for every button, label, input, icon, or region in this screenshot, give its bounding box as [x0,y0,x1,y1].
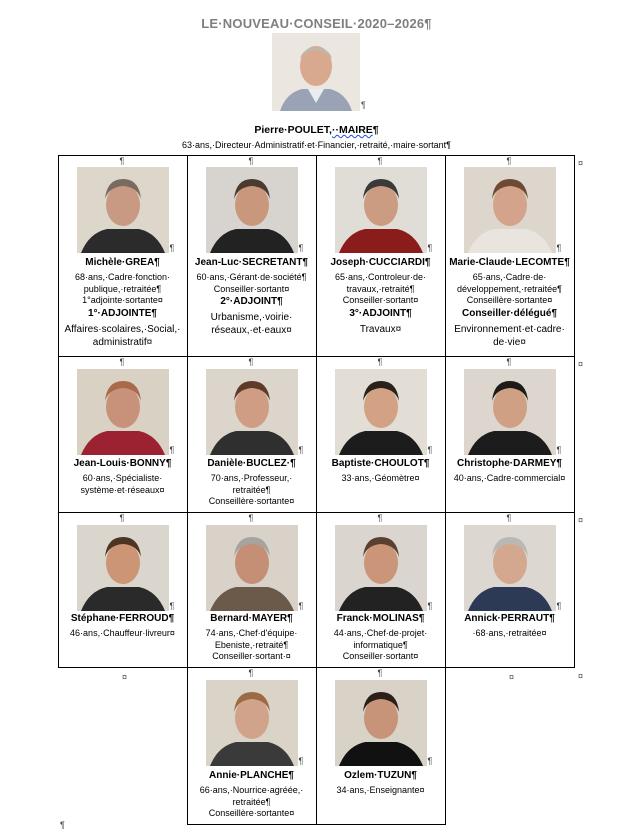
member-description-line: informatique¶ [353,639,408,650]
paragraph-mark: ¶ [169,445,175,455]
member-description-line: retraitée¶ [232,796,271,807]
member-description-line: Conseillère·sortante¤ [208,496,295,506]
member-photo [77,525,169,611]
page-title: LE·NOUVEAU·CONSEIL·2020–2026¶ [201,16,432,31]
member-description-line: 65·ans,·Cadre·de· [472,272,547,282]
member-description-line: retraitée¶ [232,484,271,495]
paragraph-mark: ¶ [427,601,433,611]
member-description [316,628,445,663]
member-photo [335,680,427,766]
member-name: Michèle·GREA¶ [85,257,160,268]
member-role: Conseiller·délégué¶ [461,307,558,319]
cell-end-mark: ¤ [578,158,584,168]
paragraph-mark: ¶ [60,820,65,830]
table-border [58,155,59,668]
member-description-line: 65·ans,·Controleur·de· [334,272,427,282]
member-photo [206,167,298,253]
cell-end-mark: ¤ [509,672,515,682]
paragraph-mark: ¶ [506,357,512,367]
member-description-line: 60·ans,·Gérant·de·société¶ [196,272,307,282]
member-description [187,628,316,663]
member-description [58,473,187,496]
member-domain-line: Environnement·et·cadre· [454,323,565,335]
paragraph-mark: ¶ [119,357,125,367]
cell-end-mark: ¤ [578,359,584,369]
member-role: 3°·ADJOINT¶ [349,307,412,319]
member-description [445,628,574,640]
member-description-line: 60·ans,·Spécialiste· [82,473,163,483]
paragraph-mark: ¶ [361,100,366,110]
member-description-line: Conseillère·sortante¤ [208,808,295,818]
table-border [574,155,575,668]
member-description-line: travaux,·retraité¶ [346,283,415,294]
member-photo [464,369,556,455]
cell-end-mark: ¤ [578,515,584,525]
member-description-line: 44·ans,·Chef·de·projet· [333,628,428,638]
member-description-line: 33·ans,·Géomètre¤ [341,473,420,483]
member-photo [464,167,556,253]
member-photo [335,167,427,253]
member-domain-line: de·vie¤ [493,336,526,348]
member-name: Joseph·CUCCIARDI¶ [330,257,431,268]
member-photo [206,525,298,611]
member-name: Jean-Luc·SECRETANT¶ [194,257,309,268]
paragraph-mark: ¶ [377,513,383,523]
member-name: Marie-Claude·LECOMTE¶ [449,257,570,268]
member-domain-line: Affaires·scolaires,·Social,· [64,323,181,335]
member-photo [335,525,427,611]
member-name: Danièle·BUCLEZ·¶ [207,458,296,469]
member-name: Ozlem·TUZUN¶ [344,770,417,781]
paragraph-mark: ¶ [556,601,562,611]
paragraph-mark: ¶ [506,156,512,166]
member-role: 2°·ADJOINT¶ [220,296,283,307]
member-description [316,473,445,485]
paragraph-mark: ¶ [248,513,254,523]
member-description-line: 46·ans,·Chauffeur·livreur¤ [70,628,175,638]
cell-end-mark: ¤ [122,672,128,682]
paragraph-mark: ¶ [169,601,175,611]
member-name: Stéphane·FERROUD¶ [70,613,175,624]
member-photo [464,525,556,611]
member-description-line: 70·ans,·Professeur,· [210,473,293,483]
member-name: Annick·PERRAUT¶ [464,613,555,624]
paragraph-mark: ¶ [427,445,433,455]
member-domain [447,323,572,349]
member-description-line: Conseiller·sortant¤ [213,283,290,294]
table-border [445,155,446,825]
member-description-line: Conseillère·sortante¤ [466,295,553,305]
paragraph-mark: ¶ [556,445,562,455]
member-name: Annie·PLANCHE¶ [208,770,294,781]
member-description-line: Conseiller·sortant·¤ [212,651,291,661]
member-description-line: Conseiller·sortant¤ [342,651,419,661]
member-description [316,785,445,797]
member-description-line: 74·ans,·Chef·d'équipe· [205,628,298,638]
member-description-line: développement,·retraitée¶ [457,283,562,294]
paragraph-mark: ¶ [427,243,433,253]
member-description [58,628,187,640]
member-description-line: 68·ans,·Cadre·fonction· [74,272,171,282]
member-domain [318,323,443,336]
paragraph-mark: ¶ [248,156,254,166]
member-description [445,272,574,307]
paragraph-mark: ¶ [248,668,254,678]
cell-end-mark: ¤ [578,671,584,681]
member-name: Jean-Louis·BONNY¶ [73,458,172,469]
paragraph-mark: ¶ [248,357,254,367]
member-photo [77,167,169,253]
member-name: Christophe·DARMEY¶ [456,458,562,469]
member-description-line: ·68·ans,·retraitée¤ [472,628,547,638]
member-description-line: 1°adjointe·sortante¤ [82,295,163,305]
member-description-line: Conseiller·sortant¤ [342,295,419,305]
paragraph-mark: ¶ [377,357,383,367]
member-description [316,272,445,307]
paragraph-mark: ¶ [506,513,512,523]
paragraph-mark: ¶ [119,156,125,166]
member-photo [206,369,298,455]
member-photo [77,369,169,455]
member-domain-line: Urbanisme,·voirie· [210,312,293,323]
paragraph-mark: ¶ [298,243,304,253]
member-photo [335,369,427,455]
paragraph-mark: ¶ [427,756,433,766]
mayor-name-text: Pierre·POULET, [254,124,332,136]
paragraph-mark: ¶ [169,243,175,253]
member-description-line: 40·ans,·Cadre·commercial¤ [453,473,566,483]
table-border [316,155,317,825]
member-name: Baptiste·CHOULOT¶ [331,458,430,469]
member-domain-line: Travaux¤ [359,323,402,335]
member-description [187,785,316,820]
paragraph-mark: ¶ [298,756,304,766]
member-photo [206,680,298,766]
paragraph-mark: ¶ [119,513,125,523]
member-description [58,272,187,307]
mayor-description: 63·ans,·Directeur·Administratif·et·Financier,·retraité,·maire·sortant¶ [182,140,451,150]
paragraph-mark: ¶ [298,601,304,611]
member-domain-line: réseaux,·et·eaux¤ [211,325,292,336]
member-description [445,473,574,485]
paragraph-mark: ¶ [298,445,304,455]
mayor-name-end: ¶ [372,124,379,136]
paragraph-mark: ¶ [556,243,562,253]
member-role: 1°·ADJOINTE¶ [87,307,157,319]
paragraph-mark: ¶ [377,156,383,166]
paragraph-mark: ¶ [377,668,383,678]
member-domain-line: administratif¤ [92,336,153,348]
member-name: Franck·MOLINAS¶ [336,613,425,624]
member-description-line: système·et·réseaux¤ [80,484,165,495]
member-name: Bernard·MAYER¶ [210,613,293,624]
member-description [187,473,316,508]
member-description-line: 66·ans,·Nourrice·agréée,· [199,785,304,795]
member-description-line: publique,·retraitée¶ [83,283,162,294]
member-domain [60,323,185,349]
member-description-line: Ebeniste,·retraité¶ [214,639,289,650]
member-description [187,272,316,295]
member-domain [189,311,314,337]
member-description-line: 34·ans,·Enseignante¤ [336,785,425,795]
mayor-role: ··MAIRE [331,124,373,136]
